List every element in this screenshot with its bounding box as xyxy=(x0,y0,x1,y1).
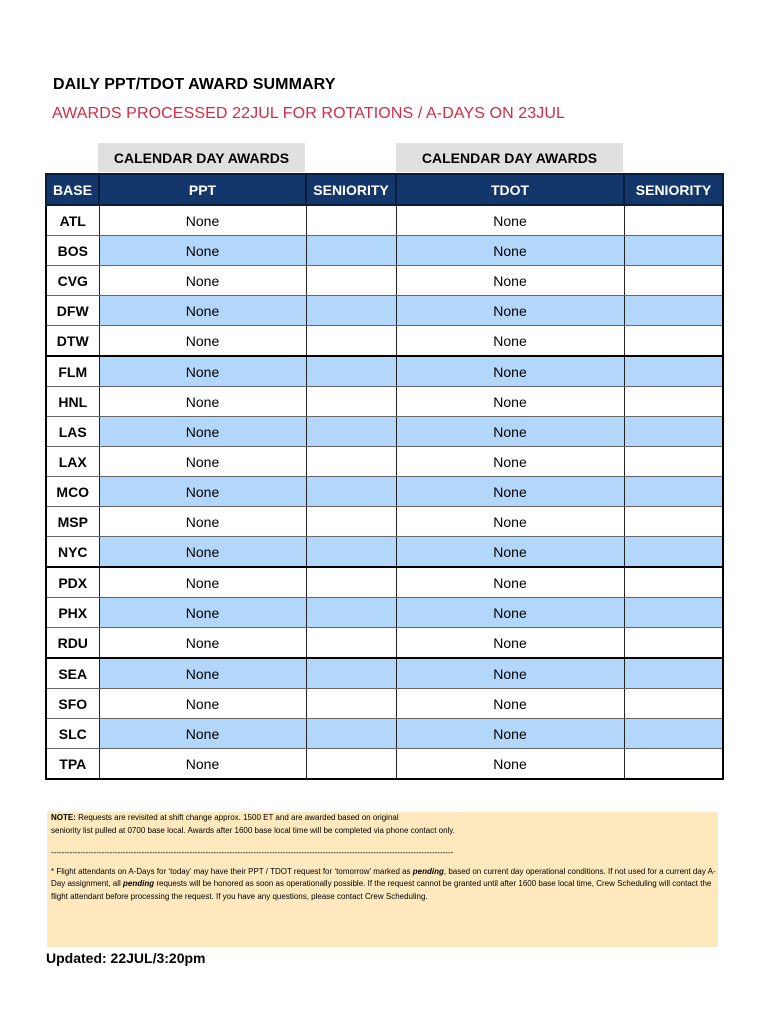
seniority-tdot-cell xyxy=(624,296,723,326)
tdot-cell: None xyxy=(396,477,624,507)
tdot-cell: None xyxy=(396,689,624,719)
base-cell: SFO xyxy=(46,689,99,719)
seniority-tdot-cell xyxy=(624,236,723,266)
seniority-ppt-cell xyxy=(306,356,396,387)
base-cell: ATL xyxy=(46,205,99,236)
note-paragraph xyxy=(51,866,718,904)
table-row xyxy=(46,567,723,598)
base-cell: FLM xyxy=(46,356,99,387)
note-line-1 xyxy=(51,812,718,825)
seniority-tdot-cell xyxy=(624,658,723,689)
seniority-ppt-cell xyxy=(306,628,396,659)
tdot-cell: None xyxy=(396,658,624,689)
table-row xyxy=(46,598,723,628)
tdot-cell: None xyxy=(396,236,624,266)
seniority-ppt-cell xyxy=(306,236,396,266)
ppt-cell: None xyxy=(99,719,306,749)
seniority-ppt-cell xyxy=(306,689,396,719)
ppt-cell: None xyxy=(99,356,306,387)
base-cell: HNL xyxy=(46,387,99,417)
ppt-cell: None xyxy=(99,236,306,266)
seniority-tdot-cell xyxy=(624,387,723,417)
table-header-row xyxy=(46,174,723,205)
seniority-tdot-cell xyxy=(624,689,723,719)
note-line-2: seniority list pulled at 0700 base local. Awards after 1600 base local time will be completed via phone contact only. xyxy=(51,825,455,835)
seniority-ppt-cell xyxy=(306,658,396,689)
group-header-tdot: CALENDAR DAY AWARDS xyxy=(396,143,623,172)
column-header-seniority-tdot: SENIORITY xyxy=(624,174,723,205)
base-cell: MCO xyxy=(46,477,99,507)
tdot-cell: None xyxy=(396,447,624,477)
seniority-tdot-cell xyxy=(624,477,723,507)
table-row xyxy=(46,417,723,447)
awards-table xyxy=(45,173,724,780)
note-box xyxy=(47,812,718,947)
table-row xyxy=(46,205,723,236)
seniority-tdot-cell xyxy=(624,507,723,537)
table-row xyxy=(46,236,723,266)
base-cell: PHX xyxy=(46,598,99,628)
tdot-cell: None xyxy=(396,205,624,236)
seniority-ppt-cell xyxy=(306,387,396,417)
ppt-cell: None xyxy=(99,387,306,417)
tdot-cell: None xyxy=(396,356,624,387)
base-cell: TPA xyxy=(46,749,99,780)
tdot-cell: None xyxy=(396,266,624,296)
seniority-tdot-cell xyxy=(624,628,723,659)
base-cell: SLC xyxy=(46,719,99,749)
column-header-tdot: TDOT xyxy=(396,174,624,205)
tdot-cell: None xyxy=(396,749,624,780)
ppt-cell: None xyxy=(99,628,306,659)
seniority-ppt-cell xyxy=(306,417,396,447)
table-row xyxy=(46,537,723,568)
table-row xyxy=(46,628,723,659)
note-para-c: requests will be honored as soon as operationally possible. If the request cannot be granted until after 1600 base local time, Crew Scheduling will contact the flight attendant before processing the request. If you have any questions, please contact Crew Scheduling. xyxy=(51,879,712,901)
seniority-ppt-cell xyxy=(306,719,396,749)
note-para-a: * Flight attendants on A-Days for ‘today’ may have their PPT / TDOT request for ‘tomorrow’ marked as xyxy=(51,866,413,876)
base-cell: LAX xyxy=(46,447,99,477)
table-row xyxy=(46,326,723,357)
seniority-ppt-cell xyxy=(306,749,396,780)
seniority-ppt-cell xyxy=(306,598,396,628)
seniority-tdot-cell xyxy=(624,356,723,387)
seniority-tdot-cell xyxy=(624,719,723,749)
seniority-ppt-cell xyxy=(306,205,396,236)
base-cell: PDX xyxy=(46,567,99,598)
ppt-cell: None xyxy=(99,266,306,296)
page-subtitle: AWARDS PROCESSED 22JUL FOR ROTATIONS / A-DAYS ON 23JUL xyxy=(52,105,566,122)
table-row xyxy=(46,296,723,326)
tdot-cell: None xyxy=(396,296,624,326)
seniority-ppt-cell xyxy=(306,447,396,477)
seniority-ppt-cell xyxy=(306,537,396,568)
base-cell: LAS xyxy=(46,417,99,447)
table-row xyxy=(46,266,723,296)
base-cell: DFW xyxy=(46,296,99,326)
seniority-ppt-cell xyxy=(306,266,396,296)
table-row xyxy=(46,507,723,537)
ppt-cell: None xyxy=(99,205,306,236)
seniority-ppt-cell xyxy=(306,567,396,598)
ppt-cell: None xyxy=(99,689,306,719)
column-header-seniority-ppt: SENIORITY xyxy=(306,174,396,205)
note-pending-2: pending xyxy=(123,879,155,888)
tdot-cell: None xyxy=(396,387,624,417)
seniority-tdot-cell xyxy=(624,567,723,598)
tdot-cell: None xyxy=(396,326,624,357)
seniority-ppt-cell xyxy=(306,326,396,357)
page-title: DAILY PPT/TDOT AWARD SUMMARY xyxy=(53,76,336,93)
ppt-cell: None xyxy=(99,658,306,689)
ppt-cell: None xyxy=(99,477,306,507)
updated-timestamp: Updated: 22JUL/3:20pm xyxy=(46,950,206,966)
tdot-cell: None xyxy=(396,507,624,537)
table-row xyxy=(46,477,723,507)
seniority-tdot-cell xyxy=(624,749,723,780)
base-cell: NYC xyxy=(46,537,99,568)
table-row xyxy=(46,658,723,689)
seniority-ppt-cell xyxy=(306,507,396,537)
seniority-tdot-cell xyxy=(624,447,723,477)
base-cell: CVG xyxy=(46,266,99,296)
ppt-cell: None xyxy=(99,749,306,780)
column-header-ppt: PPT xyxy=(99,174,306,205)
note-label: NOTE: xyxy=(51,813,76,822)
ppt-cell: None xyxy=(99,507,306,537)
base-cell: SEA xyxy=(46,658,99,689)
seniority-ppt-cell xyxy=(306,296,396,326)
table-row xyxy=(46,447,723,477)
tdot-cell: None xyxy=(396,417,624,447)
table-row xyxy=(46,689,723,719)
ppt-cell: None xyxy=(99,598,306,628)
ppt-cell: None xyxy=(99,417,306,447)
seniority-tdot-cell xyxy=(624,417,723,447)
ppt-cell: None xyxy=(99,326,306,357)
base-cell: BOS xyxy=(46,236,99,266)
tdot-cell: None xyxy=(396,628,624,659)
group-header-ppt: CALENDAR DAY AWARDS xyxy=(98,143,305,172)
ppt-cell: None xyxy=(99,447,306,477)
base-cell: RDU xyxy=(46,628,99,659)
table-row xyxy=(46,749,723,780)
table-row xyxy=(46,356,723,387)
base-cell: DTW xyxy=(46,326,99,357)
ppt-cell: None xyxy=(99,567,306,598)
tdot-cell: None xyxy=(396,537,624,568)
table-row xyxy=(46,719,723,749)
note-para-b: , based on current day operational conditions. If not used for a current day A-Day assignment, all xyxy=(51,866,716,888)
tdot-cell: None xyxy=(396,567,624,598)
table-row xyxy=(46,387,723,417)
note-divider: ------------------------------------------------------------------------------------------------------------------------------------------------------- xyxy=(51,848,454,857)
note-pending-1: pending xyxy=(412,866,444,876)
tdot-cell: None xyxy=(396,598,624,628)
seniority-tdot-cell xyxy=(624,598,723,628)
seniority-ppt-cell xyxy=(306,477,396,507)
column-header-base: BASE xyxy=(46,174,99,205)
ppt-cell: None xyxy=(99,296,306,326)
ppt-cell: None xyxy=(99,537,306,568)
base-cell: MSP xyxy=(46,507,99,537)
seniority-tdot-cell xyxy=(624,205,723,236)
tdot-cell: None xyxy=(396,719,624,749)
seniority-tdot-cell xyxy=(624,326,723,357)
note-text-1: Requests are revisited at shift change approx. 1500 ET and are awarded based on original xyxy=(78,813,399,822)
seniority-tdot-cell xyxy=(624,266,723,296)
seniority-tdot-cell xyxy=(624,537,723,568)
